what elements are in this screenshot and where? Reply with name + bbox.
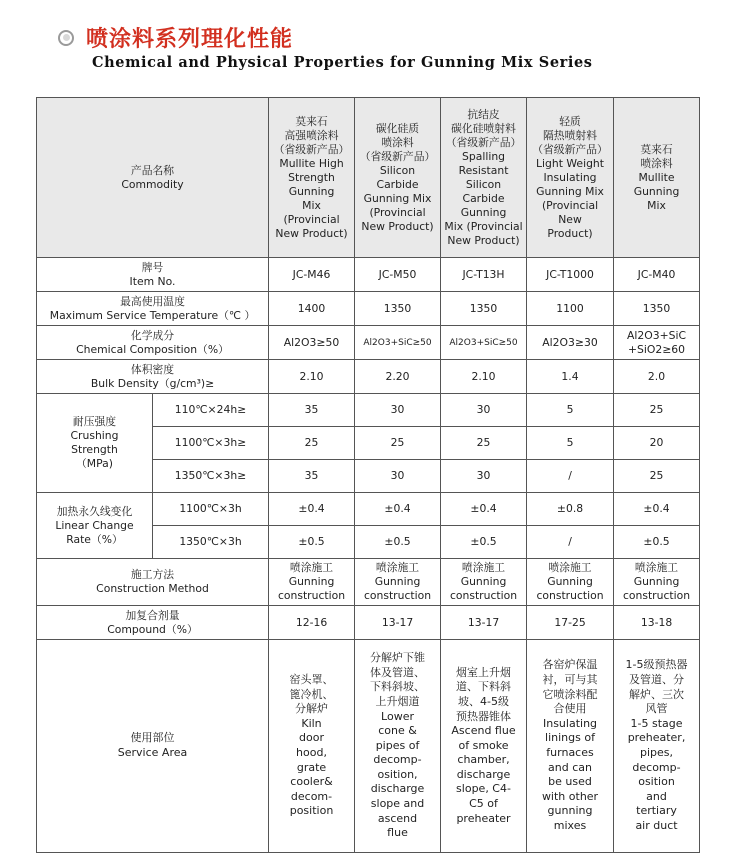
- condition-cell: 1350℃×3h: [153, 526, 269, 559]
- table-row-chemical: [37, 326, 700, 360]
- table-cell: 30: [355, 460, 441, 493]
- table-cell: 1-5级预热器 及管道、分 解炉、三次 风管 1-5 stage preheater, pipes, decomp- osition and tertiary air duct: [614, 640, 700, 853]
- table-cell: ±0.4: [355, 493, 441, 526]
- table-cell: ±0.8: [527, 493, 614, 526]
- table-cell: 25: [355, 427, 441, 460]
- table-row-crushing: [37, 394, 700, 427]
- table-cell: JC-M40: [614, 258, 700, 292]
- table-cell: 各窑炉保温 衬，可与其 它喷涂料配 合使用 Insulating linings of furnaces and can be used with other gunning mixes: [527, 640, 614, 853]
- table-cell: 25: [269, 427, 355, 460]
- table-cell: 喷涂施工 Gunning construction: [355, 559, 441, 606]
- table-cell: JC-T1000: [527, 258, 614, 292]
- table-cell: 喷涂施工 Gunning construction: [527, 559, 614, 606]
- table-cell: Al2O3≥30: [527, 326, 614, 360]
- table-cell: 1400: [269, 292, 355, 326]
- table-cell: 25: [614, 394, 700, 427]
- table-cell: 2.20: [355, 360, 441, 394]
- table-cell: 30: [355, 394, 441, 427]
- commodity-label: 产品名称 Commodity: [37, 98, 269, 258]
- crushing-label: 耐压强度 Crushing Strength （MPa): [37, 394, 153, 493]
- compound-label: 加复合剂量 Compound（%）: [37, 606, 269, 640]
- table-cell: 1350: [614, 292, 700, 326]
- table-cell: 5: [527, 394, 614, 427]
- product-name-cell: 莫来石 高强喷涂料 （省级新产品） Mullite High Strength Gunning Mix (Provincial New Product): [269, 98, 355, 258]
- product-name-cell: 莫来石 喷涂料 Mullite Gunning Mix: [614, 98, 700, 258]
- table-cell: 2.10: [269, 360, 355, 394]
- product-name-cell: 轻质 隔热喷射料 （省级新产品） Light Weight Insulating Gunning Mix (Provincial New Product): [527, 98, 614, 258]
- table-cell: 烟室上升烟 道、下料斜 坡、4-5级 预热器锥体 Ascend flue of smoke chamber, discharge slope, C4- C5 of preheater: [441, 640, 527, 853]
- table-row-compound: [37, 606, 700, 640]
- table-row-service: [37, 640, 700, 853]
- table-cell: 1100: [527, 292, 614, 326]
- table-cell: 1.4: [527, 360, 614, 394]
- table-cell: 13-18: [614, 606, 700, 640]
- service-label: 使用部位 Service Area: [37, 640, 269, 853]
- table-cell: Al2O3+SiC +SiO2≥60: [614, 326, 700, 360]
- table-row-density: [37, 360, 700, 394]
- table-cell: ±0.4: [441, 493, 527, 526]
- table-cell: ±0.4: [269, 493, 355, 526]
- table-cell: JC-M46: [269, 258, 355, 292]
- table-cell: 35: [269, 460, 355, 493]
- table-cell: 35: [269, 394, 355, 427]
- density-label: 体积密度 Bulk Density（g/cm³)≥: [37, 360, 269, 394]
- circle-bullet-icon: [58, 30, 74, 46]
- brand-label: 牌号 Item No.: [37, 258, 269, 292]
- page-header: [58, 22, 293, 53]
- table-cell: 25: [614, 460, 700, 493]
- properties-table: [36, 97, 700, 853]
- table-cell: 13-17: [441, 606, 527, 640]
- page-title-cn: 喷涂料系列理化性能: [86, 27, 294, 52]
- table-cell: 20: [614, 427, 700, 460]
- table-cell: 30: [441, 460, 527, 493]
- table-cell: ±0.5: [355, 526, 441, 559]
- product-name-cell: 碳化硅质 喷涂料 （省级新产品） Silicon Carbide Gunning Mix (Provincial New Product): [355, 98, 441, 258]
- table-cell: 12-16: [269, 606, 355, 640]
- table-cell: ±0.5: [614, 526, 700, 559]
- table-cell: ±0.4: [614, 493, 700, 526]
- table-row-brand: [37, 258, 700, 292]
- table-row-linear: [37, 493, 700, 526]
- table-cell: 喷涂施工 Gunning construction: [269, 559, 355, 606]
- condition-cell: 1350℃×3h≥: [153, 460, 269, 493]
- table-cell: 17-25: [527, 606, 614, 640]
- linear-change-label: 加热永久线变化 Linear Change Rate（%）: [37, 493, 153, 559]
- table-cell: 喷涂施工 Gunning construction: [441, 559, 527, 606]
- table-cell: JC-M50: [355, 258, 441, 292]
- table-cell: 窑头罩、 篦冷机、 分解炉 Kiln door hood, grate cooler& decom- position: [269, 640, 355, 853]
- product-name-cell: 抗结皮 碳化硅喷射料 （省级新产品） Spalling Resistant Silicon Carbide Gunning Mix (Provincial New Product): [441, 98, 527, 258]
- page-title-en: Chemical and Physical Properties for Gunning Mix Series: [92, 54, 593, 71]
- table-cell: 1350: [441, 292, 527, 326]
- table-cell: JC-T13H: [441, 258, 527, 292]
- table-row-method: [37, 559, 700, 606]
- table-cell: /: [527, 526, 614, 559]
- table-cell: 2.0: [614, 360, 700, 394]
- table-cell: 13-17: [355, 606, 441, 640]
- chem-label: 化学成分 Chemical Composition（%）: [37, 326, 269, 360]
- condition-cell: 1100℃×3h: [153, 493, 269, 526]
- condition-cell: 1100℃×3h≥: [153, 427, 269, 460]
- table-row-max-temp: [37, 292, 700, 326]
- table-cell: 2.10: [441, 360, 527, 394]
- max-temp-label: 最高使用温度 Maximum Service Temperature（℃ ）: [37, 292, 269, 326]
- method-label: 施工方法 Construction Method: [37, 559, 269, 606]
- table-cell: ±0.5: [441, 526, 527, 559]
- table-cell: Al2O3≥50: [269, 326, 355, 360]
- table-cell: 25: [441, 427, 527, 460]
- table-row-commodity: [37, 98, 700, 258]
- table-cell: /: [527, 460, 614, 493]
- table-cell: Al2O3+SiC≥50: [441, 326, 527, 360]
- table-cell: Al2O3+SiC≥50: [355, 326, 441, 360]
- table-cell: ±0.5: [269, 526, 355, 559]
- table-cell: 1350: [355, 292, 441, 326]
- table-cell: 喷涂施工 Gunning construction: [614, 559, 700, 606]
- table-cell: 30: [441, 394, 527, 427]
- condition-cell: 110℃×24h≥: [153, 394, 269, 427]
- table-cell: 5: [527, 427, 614, 460]
- table-cell: 分解炉下锥 体及管道、 下料斜坡、 上升烟道 Lower cone & pipes of decomp- osition, discharge slope and ascend flue: [355, 640, 441, 853]
